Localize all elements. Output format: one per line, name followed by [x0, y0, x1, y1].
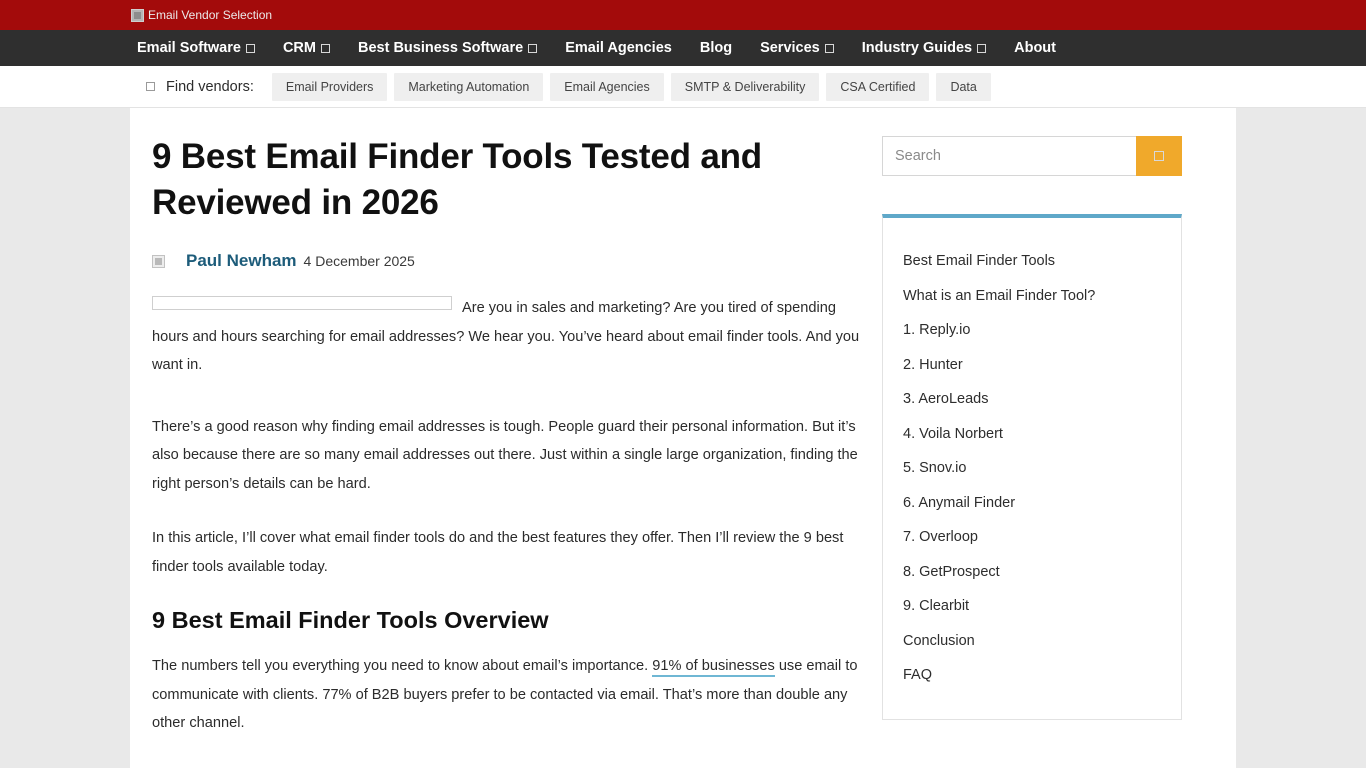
- paragraph-2: There’s a good reason why finding email addresses is tough. People guard their personal information. But it’s also because there are so many email addresses out there. Just within a single large organization, finding the right person’s details can be hard.: [152, 418, 858, 492]
- content-wrapper: [130, 108, 1236, 764]
- section-heading-overview: 9 Best Email Finder Tools Overview: [152, 607, 549, 633]
- find-vendors-bar: [0, 66, 1366, 108]
- toc-item-anymail-finder[interactable]: 6. Anymail Finder: [903, 494, 1016, 511]
- paragraph-4-after: use email to communicate with clients. 77% of B2B buyers prefer to be contacted via email. That’s more than double any other channel.: [152, 658, 858, 731]
- intro-block: [152, 294, 868, 498]
- toc-item-snov-io[interactable]: 5. Snov.io: [903, 460, 967, 476]
- find-vendors-label: Find vendors:: [166, 78, 254, 95]
- nav-item-email-agencies[interactable]: [565, 40, 672, 56]
- nav-label: Email Software: [137, 40, 241, 56]
- nav-label: About: [1014, 40, 1056, 56]
- toc-item-conclusion[interactable]: Conclusion: [903, 632, 975, 649]
- nav-label: Services: [760, 40, 820, 56]
- toc-item-aeroleads[interactable]: 3. AeroLeads: [903, 391, 989, 407]
- main-navigation: [0, 30, 1366, 66]
- search-input[interactable]: [882, 136, 1136, 176]
- top-brand-bar: [0, 0, 1366, 30]
- logo-alt-text: Email Vendor Selection: [148, 8, 273, 22]
- broken-image-icon: [131, 9, 144, 22]
- broken-image-icon: [152, 255, 165, 268]
- logo-broken-image: [131, 8, 272, 22]
- nav-label: CRM: [282, 40, 316, 56]
- nav-item-services[interactable]: [760, 40, 834, 56]
- article-thumbnail-broken-image: [152, 296, 452, 310]
- nav-label: Best Business Software: [357, 40, 524, 56]
- page-container: [130, 108, 1236, 768]
- chevron-down-icon: [977, 44, 986, 53]
- vendor-chip-csa-certified[interactable]: CSA Certified: [826, 73, 929, 101]
- vendor-chip-smtp-deliverability[interactable]: SMTP & Deliverability: [671, 73, 820, 101]
- search-button[interactable]: [1136, 136, 1182, 176]
- nav-item-industry-guides[interactable]: [862, 40, 986, 56]
- avatar: [152, 250, 174, 272]
- link-91-percent-of-businesses[interactable]: 91% of businesses: [652, 658, 775, 677]
- toc-item-getprospect[interactable]: 8. GetProspect: [903, 563, 1000, 580]
- paragraph-3: In this article, I’ll cover what email finder tools do and the best features they offer. Then I’ll review the 9 best finder tools available today.: [152, 530, 844, 575]
- nav-label: Blog: [699, 40, 733, 56]
- toc-item-faq[interactable]: FAQ: [903, 667, 933, 683]
- publish-date: 4 December 2025: [303, 253, 415, 269]
- toc-item-clearbit[interactable]: 9. Clearbit: [903, 598, 970, 614]
- vendor-chip-data[interactable]: Data: [936, 73, 990, 101]
- vendor-chip-marketing-automation[interactable]: Marketing Automation: [394, 73, 543, 101]
- byline: [152, 250, 868, 272]
- search-row: [882, 136, 1182, 176]
- toc-item-reply-io[interactable]: 1. Reply.io: [903, 322, 971, 338]
- toc-item-voila-norbert[interactable]: 4. Voila Norbert: [903, 425, 1003, 442]
- toc-item-hunter[interactable]: 2. Hunter: [903, 356, 963, 373]
- paragraph-4: [152, 652, 868, 738]
- toc-item-what-is-an-email-finder-tool[interactable]: What is an Email Finder Tool?: [903, 287, 1096, 304]
- paragraph-1: Are you in sales and marketing? Are you tired of spending hours and hours searching for email addresses? We hear you. You’ve heard about email finder tools. And you want in.: [152, 300, 860, 373]
- toc-item-best-email-finder-tools[interactable]: Best Email Finder Tools: [903, 253, 1056, 269]
- chevron-down-icon: [528, 44, 537, 53]
- site-logo[interactable]: [131, 0, 272, 30]
- chevron-down-icon: [321, 44, 330, 53]
- paragraph-4-before: The numbers tell you everything you need to know about email’s importance.: [152, 658, 653, 674]
- nav-item-blog[interactable]: [700, 40, 732, 56]
- chevron-down-icon: [246, 44, 255, 53]
- nav-label: Email Agencies: [565, 40, 672, 56]
- sidebar: [882, 134, 1182, 764]
- article-column: [130, 134, 882, 764]
- table-of-contents: [882, 214, 1182, 720]
- search-icon: [1154, 151, 1164, 161]
- nav-item-crm[interactable]: [283, 40, 330, 56]
- filter-icon: [146, 82, 155, 91]
- vendor-chip-email-providers[interactable]: Email Providers: [272, 73, 388, 101]
- page-title: 9 Best Email Finder Tools Tested and Reviewed in 2026: [152, 137, 762, 222]
- toc-item-overloop[interactable]: 7. Overloop: [903, 529, 978, 545]
- nav-item-best-business-software[interactable]: [358, 40, 537, 56]
- chevron-down-icon: [825, 44, 834, 53]
- author-link[interactable]: Paul Newham: [186, 251, 297, 270]
- nav-label: Industry Guides: [861, 40, 973, 56]
- nav-item-about[interactable]: [1014, 40, 1056, 56]
- vendor-chip-email-agencies[interactable]: Email Agencies: [550, 73, 663, 101]
- nav-item-email-software[interactable]: [137, 40, 255, 56]
